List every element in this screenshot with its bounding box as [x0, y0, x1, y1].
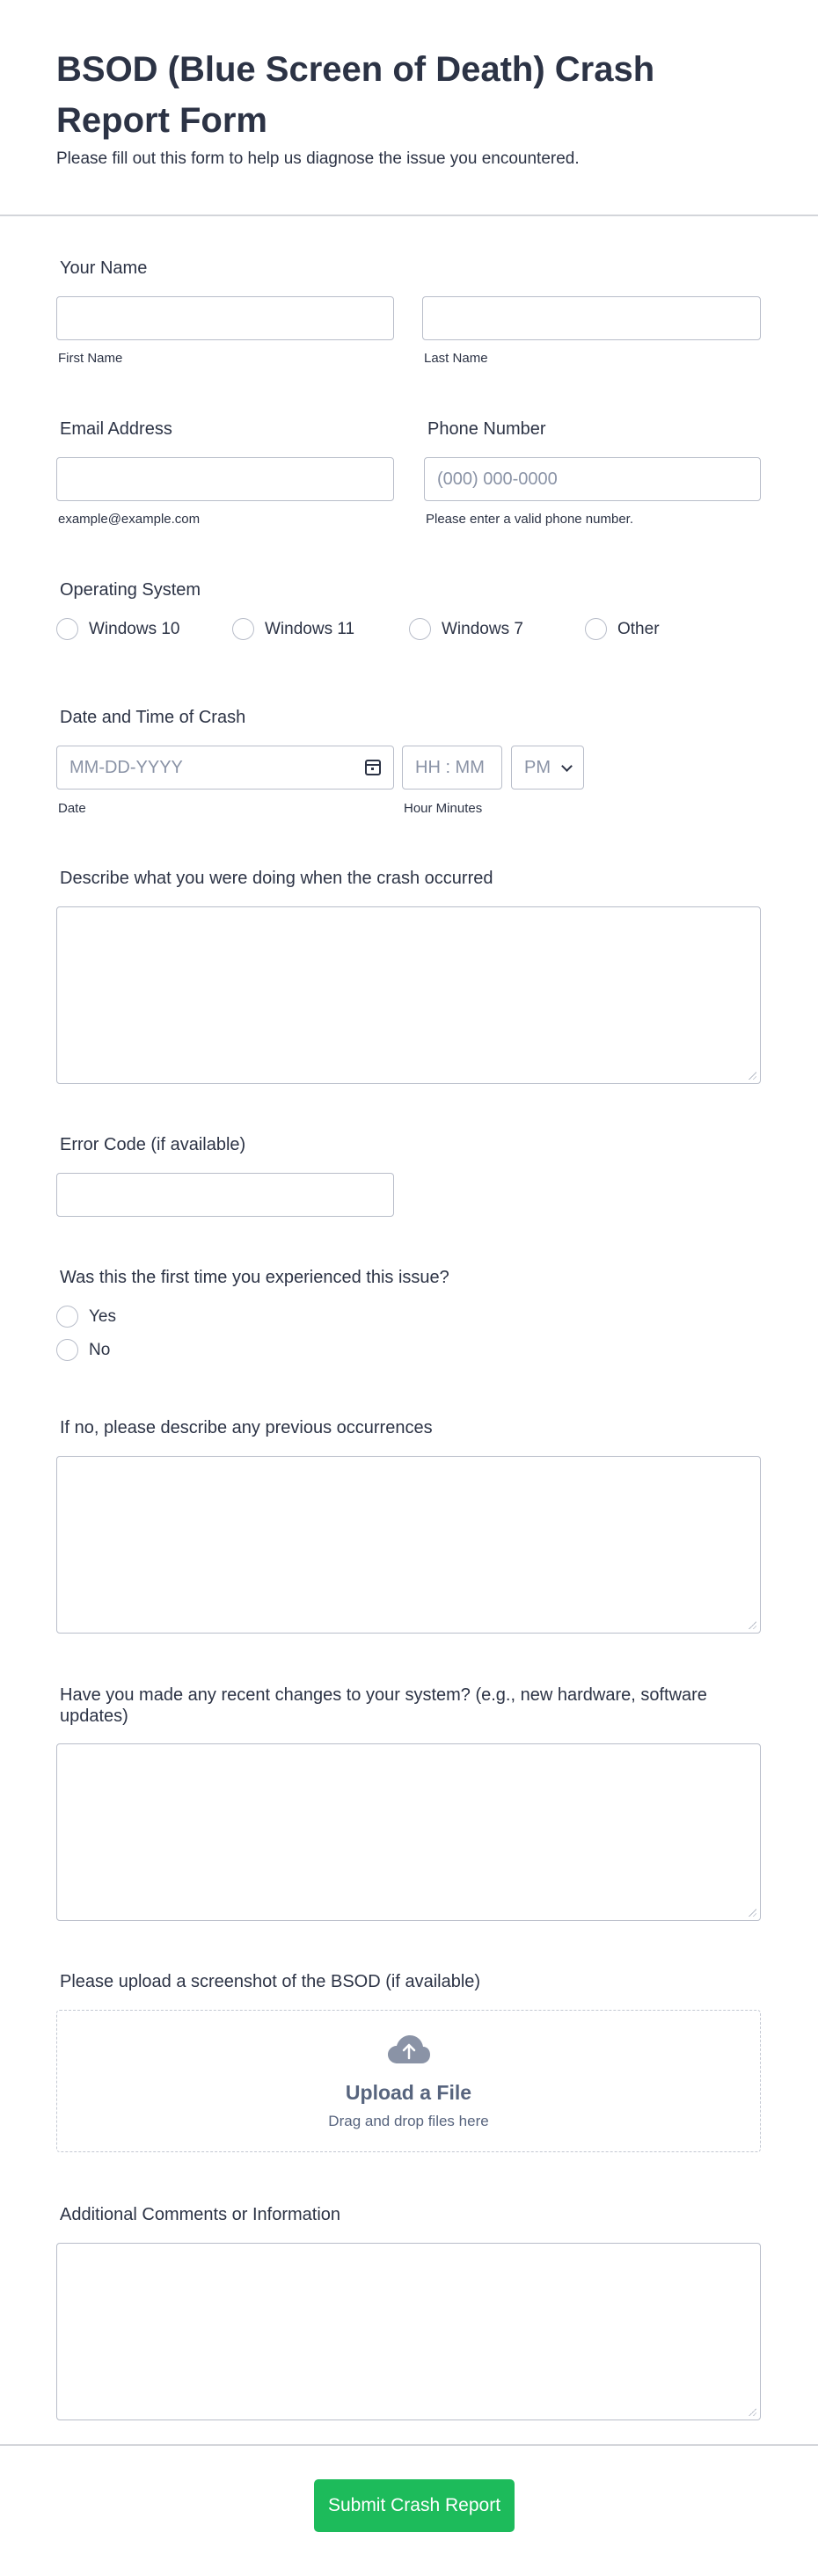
form-subtitle: Please fill out this form to help us diagnose the issue you encountered.	[56, 149, 580, 168]
error-code-input[interactable]	[56, 1173, 394, 1217]
ampm-value: PM	[524, 757, 551, 777]
date-placeholder: MM-DD-YYYY	[69, 757, 183, 777]
changes-textarea[interactable]	[56, 1743, 761, 1921]
os-option-other[interactable]	[585, 618, 660, 640]
form-title: BSOD (Blue Screen of Death) Crash Report Form	[56, 50, 655, 140]
datetime-label: Date and Time of Crash	[60, 708, 246, 727]
comments-label: Additional Comments or Information	[60, 2205, 341, 2224]
form-footer	[0, 2444, 818, 2576]
resize-grip-icon[interactable]	[748, 1071, 756, 1080]
changes-label: Have you made any recent changes to your system? (e.g., new hardware, software updates)	[60, 1685, 707, 1726]
os-option-label: Windows 7	[442, 619, 523, 638]
first-time-option-label: Yes	[89, 1306, 116, 1326]
time-input[interactable]: HH : MM	[402, 746, 502, 790]
os-option-label: Windows 10	[89, 619, 180, 638]
description-label: Describe what you were doing when the crash occurred	[60, 869, 493, 888]
previous-label: If no, please describe any previous occurrences	[60, 1418, 433, 1437]
phone-input[interactable]: (000) 000-0000	[424, 457, 761, 501]
radio-icon[interactable]	[232, 618, 254, 640]
last-name-input[interactable]	[422, 296, 761, 340]
email-sublabel: example@example.com	[58, 512, 201, 527]
resize-grip-icon[interactable]	[748, 2407, 756, 2416]
os-option-label: Other	[617, 619, 660, 638]
ampm-select[interactable]	[511, 746, 584, 790]
upload-title: Upload a File	[345, 2081, 472, 2104]
chevron-down-icon	[561, 760, 573, 772]
date-sublabel: Date	[58, 801, 86, 816]
name-label: Your Name	[60, 258, 148, 278]
email-input[interactable]	[56, 457, 394, 501]
os-option-windows-7[interactable]	[409, 618, 523, 640]
comments-textarea[interactable]	[56, 2243, 761, 2420]
os-option-label: Windows 11	[265, 619, 355, 638]
radio-icon[interactable]	[56, 1339, 78, 1361]
last-name-sublabel: Last Name	[424, 351, 488, 366]
first-time-label: Was this the first time you experienced this issue?	[60, 1268, 449, 1287]
first-name-input[interactable]	[56, 296, 394, 340]
first-time-option-no[interactable]	[56, 1339, 110, 1361]
cloud-upload-icon	[387, 2034, 431, 2065]
os-option-windows-11[interactable]	[232, 618, 354, 640]
resize-grip-icon[interactable]	[748, 1908, 756, 1917]
radio-icon[interactable]	[56, 1306, 78, 1328]
resize-grip-icon[interactable]	[748, 1620, 756, 1629]
os-label: Operating System	[60, 580, 201, 600]
first-name-sublabel: First Name	[58, 351, 123, 366]
submit-button[interactable]: Submit Crash Report	[314, 2479, 515, 2532]
description-textarea[interactable]	[56, 906, 761, 1084]
date-input[interactable]	[56, 746, 394, 790]
radio-icon[interactable]	[409, 618, 431, 640]
calendar-icon[interactable]	[365, 760, 381, 775]
email-label: Email Address	[60, 419, 172, 439]
upload-label: Please upload a screenshot of the BSOD (if available)	[60, 1972, 481, 1991]
radio-icon[interactable]	[56, 618, 78, 640]
os-option-windows-10[interactable]	[56, 618, 180, 640]
radio-icon[interactable]	[585, 618, 607, 640]
previous-textarea[interactable]	[56, 1456, 761, 1634]
first-time-option-yes[interactable]	[56, 1306, 116, 1328]
error-code-label: Error Code (if available)	[60, 1135, 246, 1154]
phone-sublabel: Please enter a valid phone number.	[426, 512, 633, 527]
time-sublabel: Hour Minutes	[404, 801, 483, 816]
phone-label: Phone Number	[427, 419, 546, 439]
first-time-option-label: No	[89, 1340, 111, 1359]
upload-dropzone[interactable]	[56, 2010, 761, 2152]
form-header	[0, 0, 818, 216]
upload-subtitle: Drag and drop files here	[328, 2113, 489, 2129]
